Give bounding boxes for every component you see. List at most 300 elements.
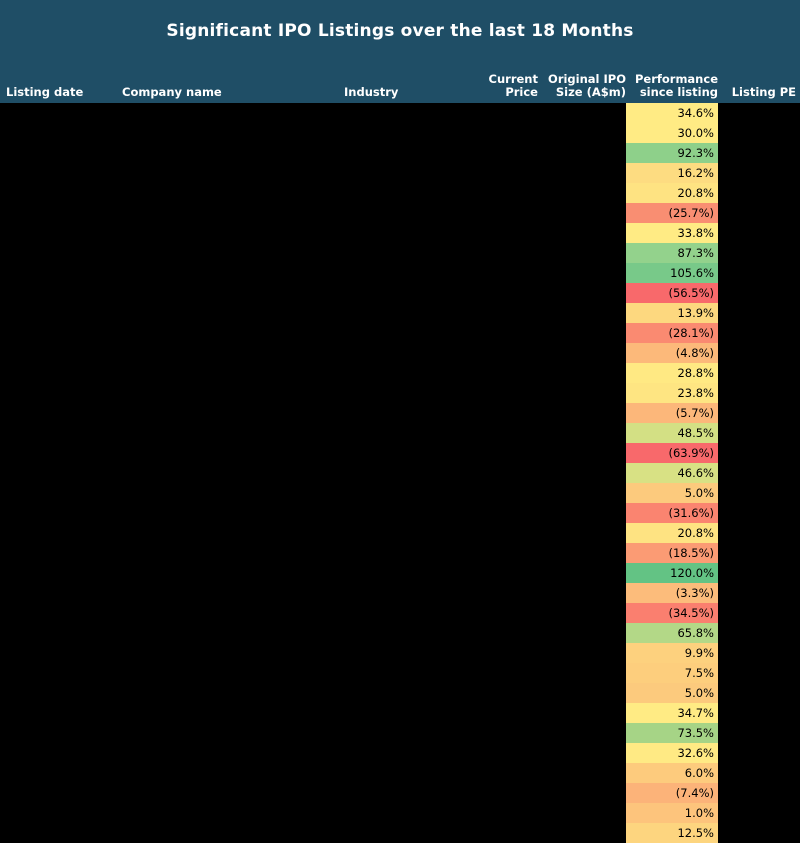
- cell-listing-date[interactable]: [6, 503, 116, 523]
- cell-industry[interactable]: [344, 483, 462, 503]
- cell-industry[interactable]: [344, 663, 462, 683]
- cell-current-price[interactable]: [462, 743, 538, 763]
- cell-ipo-size[interactable]: [538, 243, 626, 263]
- cell-ipo-size[interactable]: [538, 423, 626, 443]
- cell-listing-date[interactable]: [6, 143, 116, 163]
- cell-current-price[interactable]: [462, 763, 538, 783]
- cell-listing-pe[interactable]: [722, 643, 796, 663]
- table-row[interactable]: [0, 823, 800, 843]
- cell-company-name[interactable]: [122, 323, 338, 343]
- cell-industry[interactable]: [344, 123, 462, 143]
- cell-company-name[interactable]: [122, 783, 338, 803]
- cell-performance[interactable]: 7.5%: [626, 663, 718, 683]
- cell-listing-date[interactable]: [6, 283, 116, 303]
- cell-industry[interactable]: [344, 523, 462, 543]
- table-row[interactable]: [0, 303, 800, 323]
- cell-industry[interactable]: [344, 803, 462, 823]
- cell-listing-pe[interactable]: [722, 403, 796, 423]
- cell-industry[interactable]: [344, 323, 462, 343]
- cell-company-name[interactable]: [122, 563, 338, 583]
- cell-company-name[interactable]: [122, 383, 338, 403]
- column-header-performance-line2: since listing: [639, 85, 718, 99]
- cell-ipo-size[interactable]: [538, 483, 626, 503]
- cell-listing-date[interactable]: [6, 443, 116, 463]
- table-row[interactable]: [0, 463, 800, 483]
- cell-current-price[interactable]: [462, 703, 538, 723]
- cell-company-name[interactable]: [122, 423, 338, 443]
- cell-industry[interactable]: [344, 363, 462, 383]
- cell-current-price[interactable]: [462, 623, 538, 643]
- cell-industry[interactable]: [344, 343, 462, 363]
- cell-ipo-size[interactable]: [538, 183, 626, 203]
- cell-listing-date[interactable]: [6, 623, 116, 643]
- table-row[interactable]: [0, 163, 800, 183]
- cell-listing-pe[interactable]: [722, 383, 796, 403]
- cell-performance[interactable]: 34.6%: [626, 103, 718, 123]
- cell-performance[interactable]: 5.0%: [626, 483, 718, 503]
- cell-performance[interactable]: (7.4%): [626, 783, 718, 803]
- table-row[interactable]: [0, 423, 800, 443]
- cell-performance[interactable]: 48.5%: [626, 423, 718, 443]
- table-row[interactable]: [0, 643, 800, 663]
- cell-industry[interactable]: [344, 163, 462, 183]
- cell-industry[interactable]: [344, 183, 462, 203]
- cell-current-price[interactable]: [462, 423, 538, 443]
- cell-industry[interactable]: [344, 423, 462, 443]
- cell-company-name[interactable]: [122, 243, 338, 263]
- table-row[interactable]: [0, 363, 800, 383]
- table-row[interactable]: [0, 283, 800, 303]
- cell-industry[interactable]: [344, 563, 462, 583]
- cell-current-price[interactable]: [462, 683, 538, 703]
- cell-industry[interactable]: [344, 703, 462, 723]
- table-row[interactable]: [0, 183, 800, 203]
- cell-industry[interactable]: [344, 383, 462, 403]
- cell-company-name[interactable]: [122, 543, 338, 563]
- cell-performance[interactable]: (4.8%): [626, 343, 718, 363]
- cell-listing-date[interactable]: [6, 243, 116, 263]
- cell-company-name[interactable]: [122, 743, 338, 763]
- cell-listing-date[interactable]: [6, 303, 116, 323]
- cell-company-name[interactable]: [122, 103, 338, 123]
- cell-performance[interactable]: 23.8%: [626, 383, 718, 403]
- cell-industry[interactable]: [344, 263, 462, 283]
- cell-company-name[interactable]: [122, 163, 338, 183]
- cell-ipo-size[interactable]: [538, 823, 626, 843]
- cell-listing-pe[interactable]: [722, 663, 796, 683]
- cell-listing-date[interactable]: [6, 743, 116, 763]
- cell-listing-pe[interactable]: [722, 743, 796, 763]
- cell-company-name[interactable]: [122, 643, 338, 663]
- cell-company-name[interactable]: [122, 763, 338, 783]
- table-row[interactable]: [0, 583, 800, 603]
- cell-industry[interactable]: [344, 543, 462, 563]
- cell-listing-pe[interactable]: [722, 763, 796, 783]
- cell-listing-date[interactable]: [6, 523, 116, 543]
- cell-listing-pe[interactable]: [722, 443, 796, 463]
- cell-industry[interactable]: [344, 463, 462, 483]
- cell-current-price[interactable]: [462, 243, 538, 263]
- cell-company-name[interactable]: [122, 443, 338, 463]
- table-row[interactable]: [0, 723, 800, 743]
- table-row[interactable]: [0, 263, 800, 283]
- cell-listing-pe[interactable]: [722, 703, 796, 723]
- cell-performance[interactable]: 16.2%: [626, 163, 718, 183]
- cell-ipo-size[interactable]: [538, 463, 626, 483]
- cell-company-name[interactable]: [122, 203, 338, 223]
- table-row[interactable]: [0, 343, 800, 363]
- table-row[interactable]: [0, 483, 800, 503]
- cell-listing-date[interactable]: [6, 643, 116, 663]
- cell-listing-date[interactable]: [6, 583, 116, 603]
- cell-performance[interactable]: (18.5%): [626, 543, 718, 563]
- table-row[interactable]: [0, 743, 800, 763]
- cell-performance[interactable]: 13.9%: [626, 303, 718, 323]
- cell-listing-pe[interactable]: [722, 363, 796, 383]
- cell-listing-date[interactable]: [6, 463, 116, 483]
- cell-company-name[interactable]: [122, 803, 338, 823]
- cell-company-name[interactable]: [122, 683, 338, 703]
- table-row[interactable]: [0, 383, 800, 403]
- cell-current-price[interactable]: [462, 583, 538, 603]
- cell-company-name[interactable]: [122, 303, 338, 323]
- cell-listing-pe[interactable]: [722, 623, 796, 643]
- cell-ipo-size[interactable]: [538, 103, 626, 123]
- cell-ipo-size[interactable]: [538, 563, 626, 583]
- table-row[interactable]: [0, 203, 800, 223]
- cell-listing-pe[interactable]: [722, 683, 796, 703]
- cell-current-price[interactable]: [462, 203, 538, 223]
- cell-ipo-size[interactable]: [538, 663, 626, 683]
- column-header-company-name: Company name: [122, 85, 222, 99]
- cell-performance[interactable]: 1.0%: [626, 803, 718, 823]
- cell-current-price[interactable]: [462, 483, 538, 503]
- cell-performance[interactable]: 9.9%: [626, 643, 718, 663]
- cell-current-price[interactable]: [462, 503, 538, 523]
- cell-industry[interactable]: [344, 283, 462, 303]
- cell-company-name[interactable]: [122, 823, 338, 843]
- cell-listing-date[interactable]: [6, 103, 116, 123]
- table-row[interactable]: [0, 563, 800, 583]
- table-row[interactable]: [0, 803, 800, 823]
- cell-listing-date[interactable]: [6, 123, 116, 143]
- cell-company-name[interactable]: [122, 403, 338, 423]
- cell-ipo-size[interactable]: [538, 223, 626, 243]
- cell-listing-date[interactable]: [6, 823, 116, 843]
- cell-listing-date[interactable]: [6, 683, 116, 703]
- cell-ipo-size[interactable]: [538, 323, 626, 343]
- cell-ipo-size[interactable]: [538, 643, 626, 663]
- cell-listing-pe[interactable]: [722, 103, 796, 123]
- column-header-current-price: [466, 73, 538, 99]
- cell-current-price[interactable]: [462, 343, 538, 363]
- cell-listing-pe[interactable]: [722, 483, 796, 503]
- cell-current-price[interactable]: [462, 663, 538, 683]
- cell-industry[interactable]: [344, 143, 462, 163]
- cell-industry[interactable]: [344, 603, 462, 623]
- cell-listing-date[interactable]: [6, 723, 116, 743]
- cell-ipo-size[interactable]: [538, 743, 626, 763]
- cell-company-name[interactable]: [122, 283, 338, 303]
- table-row[interactable]: [0, 103, 800, 123]
- cell-current-price[interactable]: [462, 723, 538, 743]
- cell-listing-pe[interactable]: [722, 503, 796, 523]
- cell-company-name[interactable]: [122, 723, 338, 743]
- cell-industry[interactable]: [344, 823, 462, 843]
- table-row[interactable]: [0, 663, 800, 683]
- cell-industry[interactable]: [344, 643, 462, 663]
- cell-performance[interactable]: 28.8%: [626, 363, 718, 383]
- cell-company-name[interactable]: [122, 623, 338, 643]
- cell-performance[interactable]: 6.0%: [626, 763, 718, 783]
- cell-listing-pe[interactable]: [722, 283, 796, 303]
- table-row[interactable]: [0, 403, 800, 423]
- table-row[interactable]: [0, 603, 800, 623]
- cell-listing-date[interactable]: [6, 663, 116, 683]
- cell-industry[interactable]: [344, 683, 462, 703]
- cell-ipo-size[interactable]: [538, 303, 626, 323]
- cell-company-name[interactable]: [122, 703, 338, 723]
- table-row[interactable]: [0, 123, 800, 143]
- cell-ipo-size[interactable]: [538, 163, 626, 183]
- cell-performance[interactable]: 5.0%: [626, 683, 718, 703]
- cell-performance[interactable]: 87.3%: [626, 243, 718, 263]
- cell-ipo-size[interactable]: [538, 283, 626, 303]
- cell-company-name[interactable]: [122, 463, 338, 483]
- cell-performance[interactable]: 65.8%: [626, 623, 718, 643]
- cell-performance[interactable]: (25.7%): [626, 203, 718, 223]
- cell-listing-date[interactable]: [6, 323, 116, 343]
- cell-ipo-size[interactable]: [538, 543, 626, 563]
- cell-company-name[interactable]: [122, 503, 338, 523]
- cell-current-price[interactable]: [462, 403, 538, 423]
- cell-listing-pe[interactable]: [722, 263, 796, 283]
- cell-performance[interactable]: 20.8%: [626, 523, 718, 543]
- cell-listing-date[interactable]: [6, 543, 116, 563]
- cell-company-name[interactable]: [122, 123, 338, 143]
- cell-ipo-size[interactable]: [538, 143, 626, 163]
- cell-ipo-size[interactable]: [538, 403, 626, 423]
- table-row[interactable]: [0, 323, 800, 343]
- cell-listing-pe[interactable]: [722, 203, 796, 223]
- cell-performance[interactable]: 73.5%: [626, 723, 718, 743]
- cell-performance[interactable]: 20.8%: [626, 183, 718, 203]
- cell-current-price[interactable]: [462, 443, 538, 463]
- cell-industry[interactable]: [344, 763, 462, 783]
- table-row[interactable]: [0, 143, 800, 163]
- cell-listing-pe[interactable]: [722, 423, 796, 443]
- cell-performance[interactable]: 120.0%: [626, 563, 718, 583]
- cell-current-price[interactable]: [462, 563, 538, 583]
- table-row[interactable]: [0, 763, 800, 783]
- cell-listing-date[interactable]: [6, 183, 116, 203]
- cell-listing-date[interactable]: [6, 483, 116, 503]
- cell-listing-pe[interactable]: [722, 723, 796, 743]
- cell-ipo-size[interactable]: [538, 723, 626, 743]
- cell-industry[interactable]: [344, 783, 462, 803]
- cell-industry[interactable]: [344, 723, 462, 743]
- cell-current-price[interactable]: [462, 463, 538, 483]
- cell-ipo-size[interactable]: [538, 203, 626, 223]
- table-row[interactable]: [0, 543, 800, 563]
- cell-listing-pe[interactable]: [722, 183, 796, 203]
- cell-current-price[interactable]: [462, 543, 538, 563]
- cell-listing-pe[interactable]: [722, 583, 796, 603]
- cell-current-price[interactable]: [462, 283, 538, 303]
- cell-current-price[interactable]: [462, 303, 538, 323]
- cell-ipo-size[interactable]: [538, 803, 626, 823]
- cell-industry[interactable]: [344, 583, 462, 603]
- table-row[interactable]: [0, 223, 800, 243]
- cell-company-name[interactable]: [122, 363, 338, 383]
- cell-performance[interactable]: 92.3%: [626, 143, 718, 163]
- cell-listing-date[interactable]: [6, 223, 116, 243]
- cell-listing-date[interactable]: [6, 803, 116, 823]
- cell-ipo-size[interactable]: [538, 263, 626, 283]
- cell-listing-date[interactable]: [6, 783, 116, 803]
- cell-company-name[interactable]: [122, 223, 338, 243]
- cell-listing-pe[interactable]: [722, 783, 796, 803]
- cell-listing-pe[interactable]: [722, 343, 796, 363]
- cell-ipo-size[interactable]: [538, 343, 626, 363]
- cell-industry[interactable]: [344, 243, 462, 263]
- cell-performance[interactable]: (31.6%): [626, 503, 718, 523]
- cell-industry[interactable]: [344, 403, 462, 423]
- cell-company-name[interactable]: [122, 663, 338, 683]
- cell-current-price[interactable]: [462, 143, 538, 163]
- cell-listing-pe[interactable]: [722, 323, 796, 343]
- cell-current-price[interactable]: [462, 163, 538, 183]
- cell-company-name[interactable]: [122, 583, 338, 603]
- cell-performance[interactable]: 32.6%: [626, 743, 718, 763]
- cell-industry[interactable]: [344, 503, 462, 523]
- cell-ipo-size[interactable]: [538, 603, 626, 623]
- cell-performance[interactable]: 12.5%: [626, 823, 718, 843]
- cell-ipo-size[interactable]: [538, 123, 626, 143]
- cell-performance[interactable]: (63.9%): [626, 443, 718, 463]
- cell-ipo-size[interactable]: [538, 383, 626, 403]
- table-row[interactable]: [0, 523, 800, 543]
- cell-current-price[interactable]: [462, 643, 538, 663]
- cell-performance[interactable]: (3.3%): [626, 583, 718, 603]
- cell-ipo-size[interactable]: [538, 363, 626, 383]
- cell-listing-pe[interactable]: [722, 543, 796, 563]
- cell-ipo-size[interactable]: [538, 703, 626, 723]
- cell-performance[interactable]: 33.8%: [626, 223, 718, 243]
- table-row[interactable]: [0, 623, 800, 643]
- cell-listing-date[interactable]: [6, 423, 116, 443]
- cell-performance[interactable]: 34.7%: [626, 703, 718, 723]
- cell-current-price[interactable]: [462, 363, 538, 383]
- cell-listing-pe[interactable]: [722, 463, 796, 483]
- cell-ipo-size[interactable]: [538, 683, 626, 703]
- table-row[interactable]: [0, 703, 800, 723]
- cell-ipo-size[interactable]: [538, 783, 626, 803]
- cell-listing-date[interactable]: [6, 763, 116, 783]
- cell-industry[interactable]: [344, 223, 462, 243]
- cell-listing-pe[interactable]: [722, 163, 796, 183]
- cell-current-price[interactable]: [462, 183, 538, 203]
- cell-listing-pe[interactable]: [722, 143, 796, 163]
- cell-performance[interactable]: (34.5%): [626, 603, 718, 623]
- cell-performance[interactable]: (5.7%): [626, 403, 718, 423]
- cell-listing-pe[interactable]: [722, 223, 796, 243]
- cell-listing-date[interactable]: [6, 603, 116, 623]
- table-row[interactable]: [0, 243, 800, 263]
- cell-current-price[interactable]: [462, 103, 538, 123]
- cell-industry[interactable]: [344, 103, 462, 123]
- cell-current-price[interactable]: [462, 123, 538, 143]
- cell-current-price[interactable]: [462, 603, 538, 623]
- cell-ipo-size[interactable]: [538, 523, 626, 543]
- cell-industry[interactable]: [344, 743, 462, 763]
- table-row[interactable]: [0, 503, 800, 523]
- cell-listing-date[interactable]: [6, 563, 116, 583]
- cell-performance[interactable]: (56.5%): [626, 283, 718, 303]
- cell-ipo-size[interactable]: [538, 503, 626, 523]
- cell-ipo-size[interactable]: [538, 763, 626, 783]
- cell-ipo-size[interactable]: [538, 623, 626, 643]
- table-row[interactable]: [0, 683, 800, 703]
- cell-industry[interactable]: [344, 623, 462, 643]
- cell-current-price[interactable]: [462, 323, 538, 343]
- cell-listing-date[interactable]: [6, 263, 116, 283]
- cell-listing-date[interactable]: [6, 383, 116, 403]
- cell-current-price[interactable]: [462, 823, 538, 843]
- cell-listing-pe[interactable]: [722, 243, 796, 263]
- cell-ipo-size[interactable]: [538, 443, 626, 463]
- cell-industry[interactable]: [344, 303, 462, 323]
- cell-company-name[interactable]: [122, 603, 338, 623]
- cell-company-name[interactable]: [122, 483, 338, 503]
- cell-listing-pe[interactable]: [722, 303, 796, 323]
- cell-performance[interactable]: (28.1%): [626, 323, 718, 343]
- cell-current-price[interactable]: [462, 523, 538, 543]
- cell-performance[interactable]: 30.0%: [626, 123, 718, 143]
- cell-industry[interactable]: [344, 443, 462, 463]
- cell-company-name[interactable]: [122, 523, 338, 543]
- cell-current-price[interactable]: [462, 383, 538, 403]
- table-row[interactable]: [0, 783, 800, 803]
- cell-listing-pe[interactable]: [722, 523, 796, 543]
- cell-listing-pe[interactable]: [722, 563, 796, 583]
- cell-industry[interactable]: [344, 203, 462, 223]
- cell-listing-date[interactable]: [6, 403, 116, 423]
- cell-listing-pe[interactable]: [722, 823, 796, 843]
- cell-listing-date[interactable]: [6, 703, 116, 723]
- cell-listing-pe[interactable]: [722, 603, 796, 623]
- cell-listing-pe[interactable]: [722, 803, 796, 823]
- cell-company-name[interactable]: [122, 183, 338, 203]
- cell-current-price[interactable]: [462, 803, 538, 823]
- cell-company-name[interactable]: [122, 263, 338, 283]
- cell-current-price[interactable]: [462, 223, 538, 243]
- cell-listing-date[interactable]: [6, 203, 116, 223]
- cell-performance[interactable]: 105.6%: [626, 263, 718, 283]
- cell-company-name[interactable]: [122, 343, 338, 363]
- table-row[interactable]: [0, 443, 800, 463]
- cell-listing-date[interactable]: [6, 163, 116, 183]
- cell-listing-date[interactable]: [6, 363, 116, 383]
- cell-current-price[interactable]: [462, 263, 538, 283]
- cell-current-price[interactable]: [462, 783, 538, 803]
- cell-ipo-size[interactable]: [538, 583, 626, 603]
- cell-listing-pe[interactable]: [722, 123, 796, 143]
- cell-performance[interactable]: 46.6%: [626, 463, 718, 483]
- column-header-ipo-size-line1: Original IPO: [548, 72, 626, 86]
- cell-listing-date[interactable]: [6, 343, 116, 363]
- cell-company-name[interactable]: [122, 143, 338, 163]
